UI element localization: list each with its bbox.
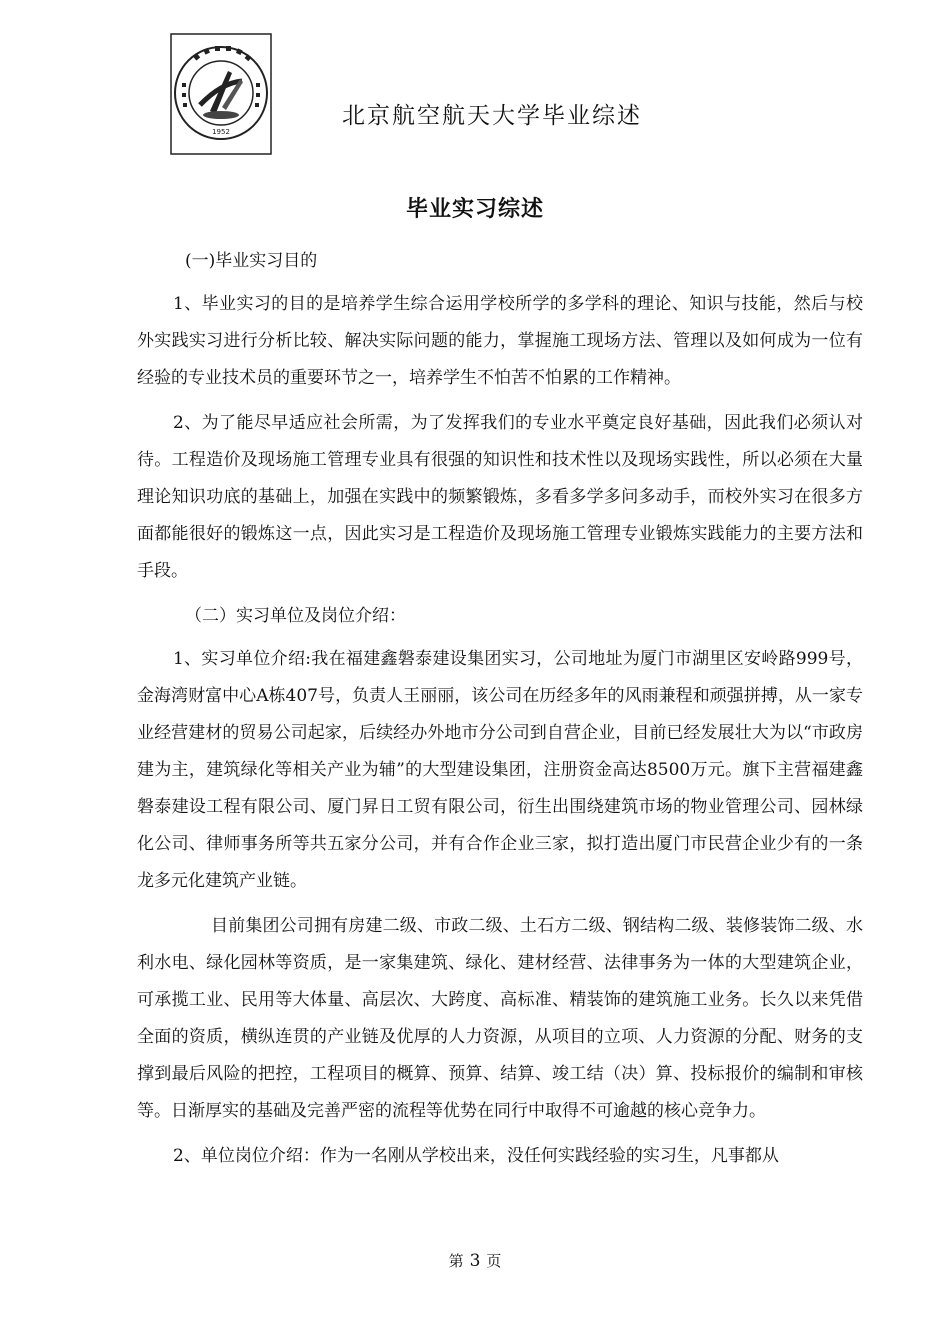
header-title: 北京航空航天大学毕业综述 [342,103,642,129]
page-number: 3 [469,1251,481,1271]
section-heading-unit: （二）实习单位及岗位介绍： [185,606,406,626]
section-heading-purpose: (一)毕业实习目的 [185,251,318,271]
paragraph: 1、毕业实习的目的是培养学生综合运用学校所学的多学科的理论、知识与技能，然后与校外实践实习进行分析比较、解决实际问题的能力，掌握施工现场方法、管理以及如何成为一位有经验的专业技术员的重要环节之一，培养学生不怕苦不怕累的工作精神。 [137,294,863,388]
svg-text:1952: 1952 [212,128,230,136]
document-title: 毕业实习综述 [405,197,544,222]
university-logo-icon [170,33,272,155]
paragraph: 2、为了能尽早适应社会所需，为了发挥我们的专业水平奠定良好基础，因此我们必须认对待。工程造价及现场施工管理专业具有很强的知识性和技术性以及现场实践性，所以必须在大量理论知识功底的基础上，加强在实践中的频繁锻炼，多看多学多问多动手，而校外实习在很多方面都能很好的锻炼这一点，因此实习是工程造价及现场施工管理专业锻炼实践能力的主要方法和手段。 [137,413,863,581]
paragraph: 目前集团公司拥有房建二级、市政二级、土石方二级、钢结构二级、装修装饰二级、水利水电、绿化园林等资质，是一家集建筑、绿化、建材经营、法律事务为一体的大型建筑企业，可承揽工业、民用等大体量、高层次、大跨度、高标准、精装饰的建筑施工业务。长久以来凭借全面的资质，横纵连贯的产业链及优厚的人力资源，从项目的立项、人力资源的分配、财务的支撑到最后风险的把控，工程项目的概算、预算、结算、竣工结（决）算、投标报价的编制和审核等。日渐厚实的基础及完善严密的流程等优势在同行中取得不可逾越的核心竞争力。 [137,916,863,1121]
document-body [137,243,863,1175]
page-header [170,33,830,155]
page-number-prefix: 第 [448,1252,464,1270]
page-footer [0,1250,950,1271]
paragraph: 2、单位岗位介绍：作为一名刚从学校出来，没任何实践经验的实习生，凡事都从 [173,1146,779,1166]
page-number-suffix: 页 [486,1252,502,1270]
paragraph: 1、实习单位介绍:我在福建鑫磐泰建设集团实习，公司地址为厦门市湖里区安岭路999号，金海湾财富中心A栋407号，负责人王丽丽，该公司在历经多年的风雨兼程和顽强拼搏，从一家专业经营建材的贸易公司起家，后续经办外地市分公司到自营企业，目前已经发展壮大为以“市政房建为主，建筑绿化等相关产业为辅”的大型建设集团，注册资金高达8500万元。旗下主营福建鑫磐泰建设工程有限公司、厦门昇日工贸有限公司，衍生出围绕建筑市场的物业管理公司、园林绿化公司、律师事务所等共五家分公司，并有合作企业三家，拟打造出厦门市民营企业少有的一条龙多元化建筑产业链。 [137,649,863,891]
